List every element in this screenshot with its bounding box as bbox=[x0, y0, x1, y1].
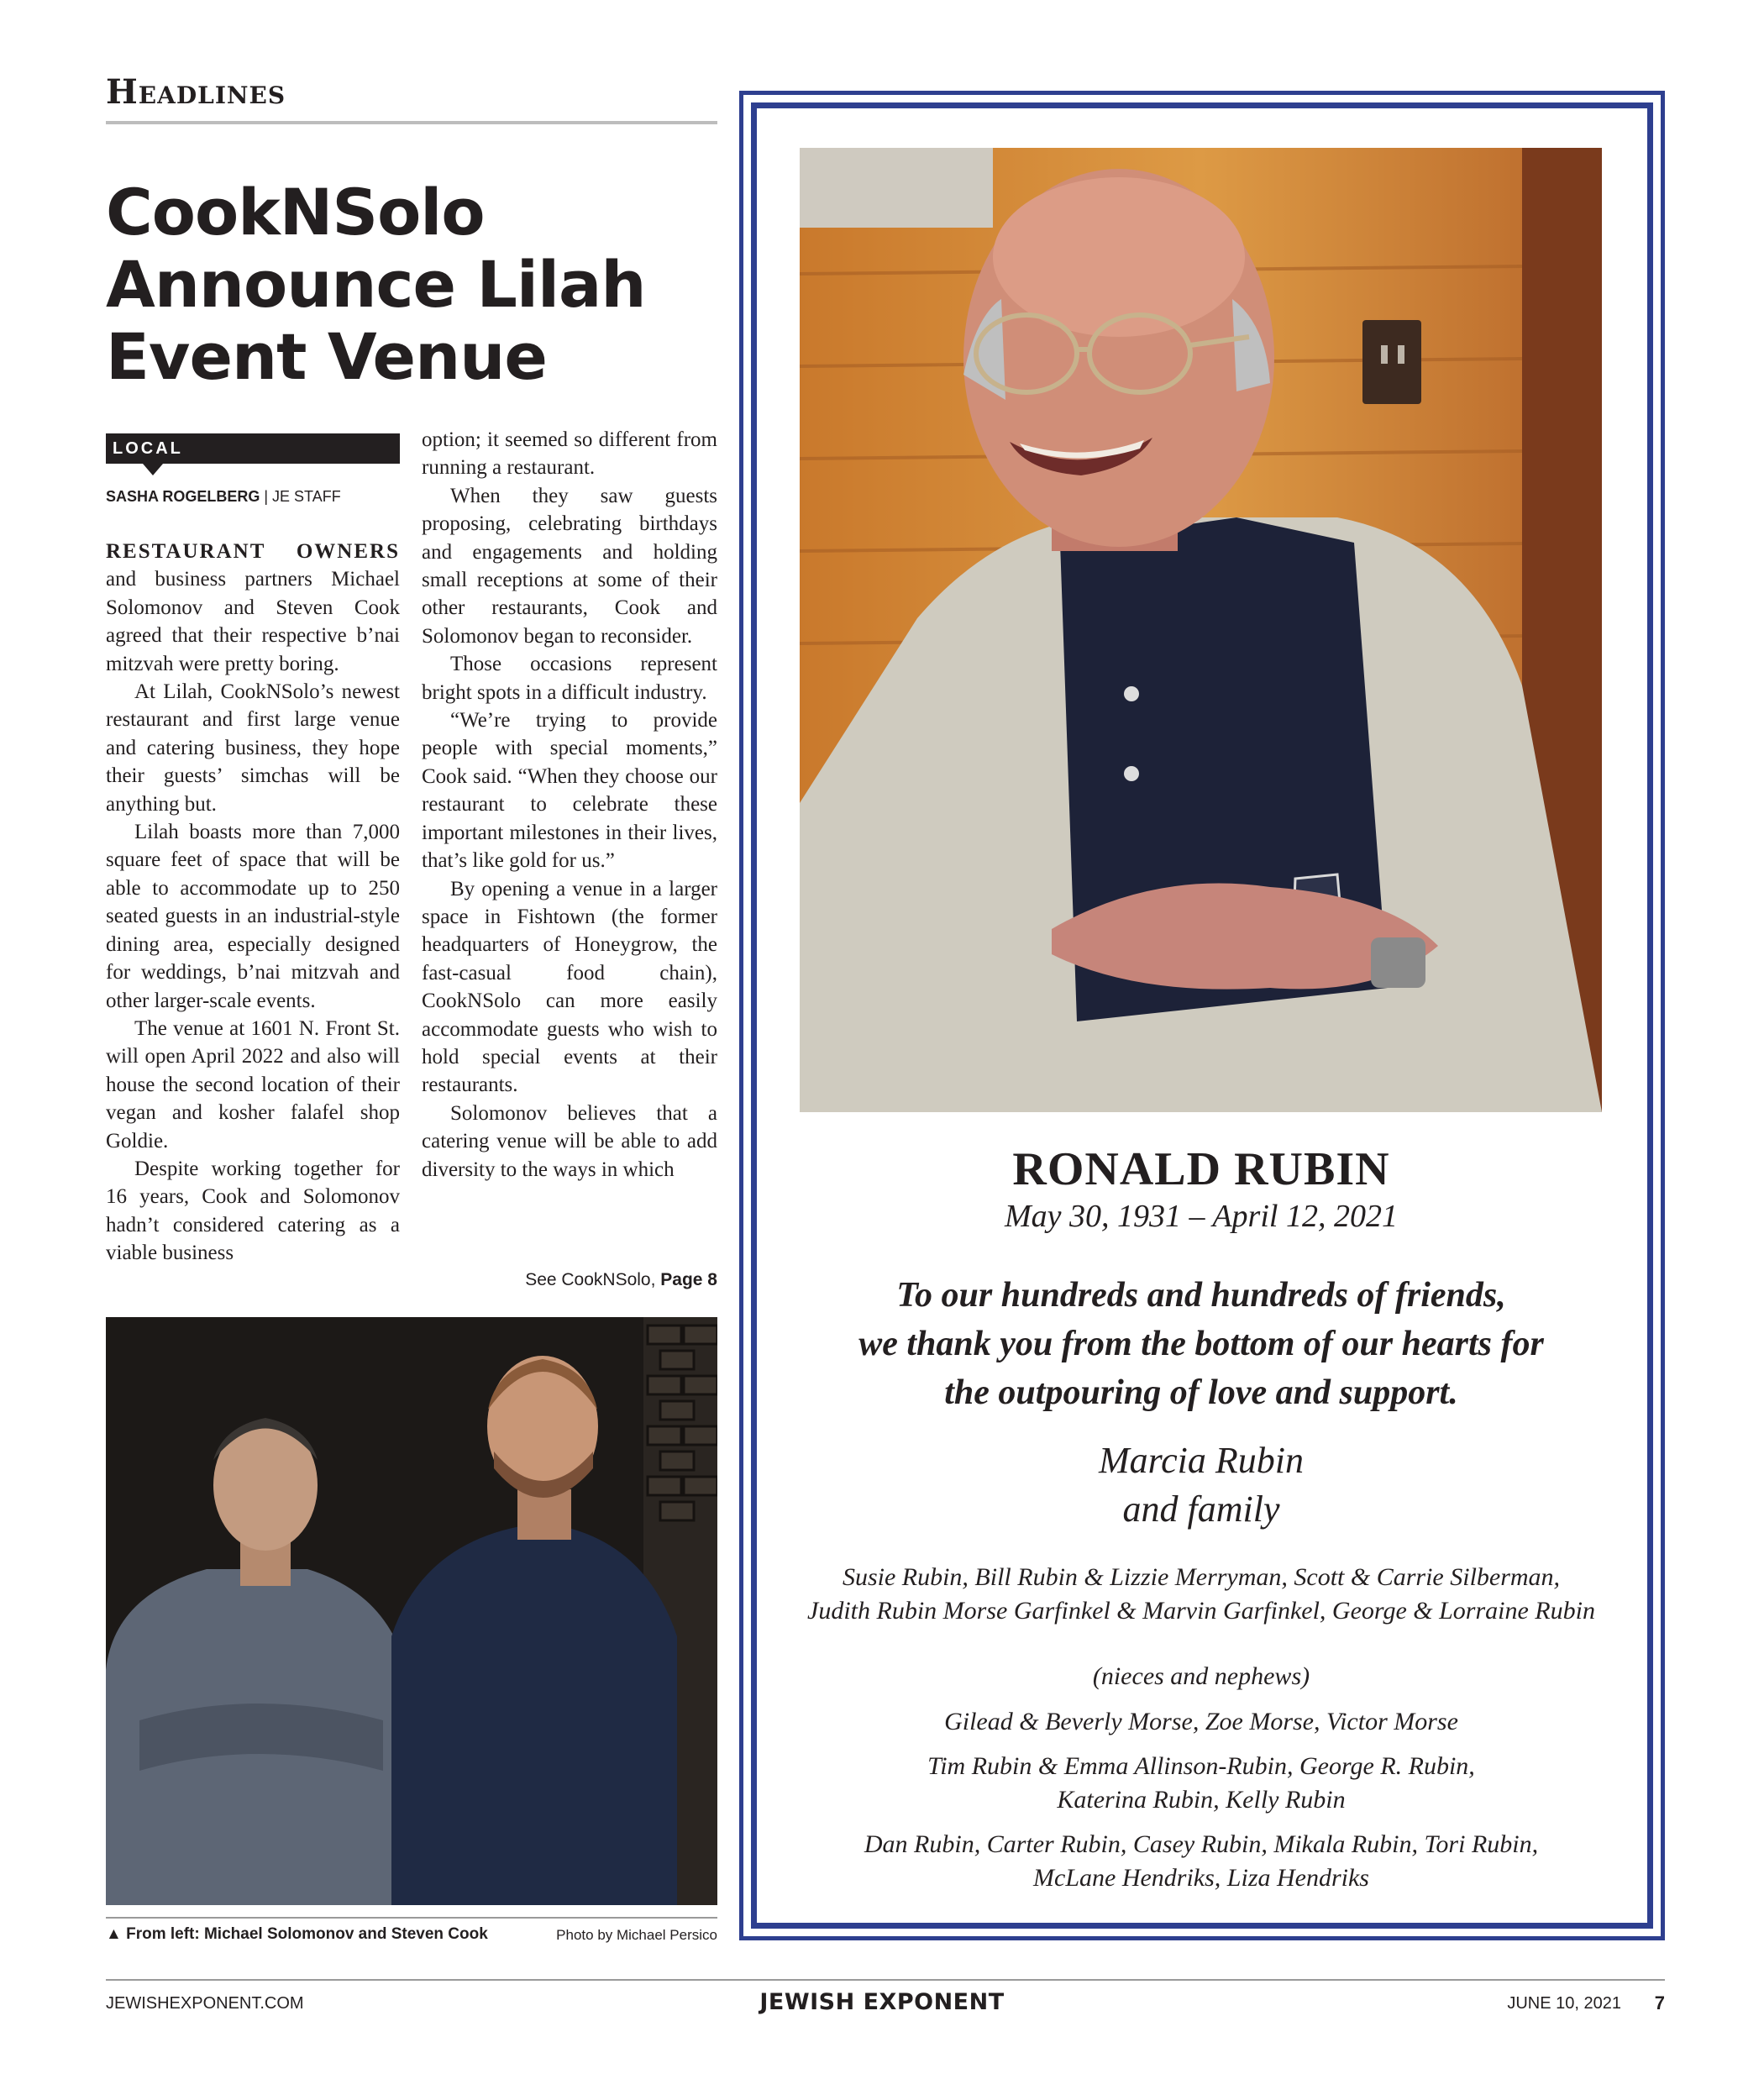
footer-publication: JEWISH EXPONENT bbox=[759, 1989, 1005, 2015]
memorial-signature: Marcia Rubin and family bbox=[1099, 1440, 1304, 1530]
article-paragraph: By opening a venue in a larger space in Fishtown (the former headquarters of Honeygrow, the fast-casual food chain), CookNSolo can more easily accommodate guests who wish to hold special events at their restaurants. bbox=[422, 877, 717, 1097]
byline bbox=[106, 488, 341, 506]
section-label: Headlines bbox=[106, 72, 286, 112]
nieces-nephews-group: Tim Rubin & Emma Allinson-Rubin, George R. Rubin, Katerina Rubin, Kelly Rubin bbox=[927, 1752, 1475, 1814]
article-paragraph: The venue at 1601 N. Front St. will open April 2022 and also will house the second location of their vegan and kosher falafel shop Goldie. bbox=[106, 1016, 400, 1152]
article-paragraph: Despite working together for 16 years, Cook and Solomonov hadn’t considered catering as a viable business bbox=[106, 1157, 400, 1265]
memorial-dates: May 30, 1931 – April 12, 2021 bbox=[1005, 1199, 1398, 1234]
memorial-thanks: To our hundreds and hundreds of friends, we thank you from the bottom of our hearts for the outpouring of love and support. bbox=[858, 1276, 1544, 1412]
category-tag-pointer bbox=[143, 464, 163, 475]
section-divider bbox=[106, 121, 717, 124]
article-column-left bbox=[106, 538, 400, 1268]
nieces-nephews-group: Gilead & Beverly Morse, Zoe Morse, Victor Morse bbox=[944, 1708, 1458, 1735]
chefs-photo-illustration bbox=[106, 1317, 717, 1905]
footer-date: JUNE 10, 2021 bbox=[1507, 1994, 1621, 2013]
photo-caption: ▲ From left: Michael Solomonov and Steven Cook bbox=[106, 1925, 488, 1943]
nieces-nephews-label: (nieces and nephews) bbox=[1092, 1662, 1310, 1690]
memorial-portrait bbox=[800, 148, 1602, 1112]
memorial-portrait-illustration bbox=[800, 148, 1602, 1112]
continued-link[interactable]: See CookNSolo, Page 8 bbox=[525, 1270, 717, 1289]
article-paragraph: At Lilah, CookNSolo’s newest restaurant and first large venue and catering business, they hope their guests’ simchas will be anything but. bbox=[106, 680, 400, 816]
article-paragraph: When they saw guests proposing, celebrating birthdays and engagements and holding small receptions at some of their other restaurants, Cook and Solomonov began to reconsider. bbox=[422, 484, 717, 648]
article-paragraph: “We’re trying to provide people with special moments,” Cook said. “When they choose our restaurant to celebrate these important milestones in their lives, that’s like gold for us.” bbox=[422, 709, 717, 873]
article-headline: CookNSolo Announce Lilah Event Venue bbox=[106, 175, 646, 394]
memorial-name: RONALD RUBIN bbox=[1012, 1143, 1390, 1195]
lead-in: RESTAURANT OWNERS bbox=[106, 540, 400, 563]
article-paragraph: Those occasions represent bright spots in a difficult industry. bbox=[422, 653, 717, 704]
page-number: 7 bbox=[1654, 1992, 1665, 2013]
caption-divider bbox=[106, 1917, 717, 1919]
article-paragraph: Solomonov believes that a catering venue will be able to add diversity to the ways in which bbox=[422, 1101, 717, 1181]
nieces-nephews-group: Dan Rubin, Carter Rubin, Casey Rubin, Mikala Rubin, Tori Rubin, McLane Hendriks, Liza Hendriks bbox=[864, 1830, 1539, 1892]
continued-page: Page 8 bbox=[660, 1270, 717, 1289]
chefs-photo bbox=[106, 1317, 717, 1905]
article-paragraph: Lilah boasts more than 7,000 square feet of space that will be able to accommodate up to 250 seated guests in an industrial-style dining area, especially designed for weddings, b’nai mitzvah and other larger-scale events. bbox=[106, 821, 400, 1012]
footer-website[interactable]: JEWISHEXPONENT.COM bbox=[106, 1994, 304, 2013]
article-paragraph: option; it seemed so different from running a restaurant. bbox=[422, 428, 717, 480]
byline-role: JE STAFF bbox=[272, 488, 341, 505]
byline-separator: | bbox=[260, 488, 273, 505]
article-column-right bbox=[422, 426, 717, 1184]
family-list: Susie Rubin, Bill Rubin & Lizzie Merryman, Scott & Carrie Silberman, Judith Rubin Morse Garfinkel & Marvin Garfinkel, George & Lorraine Rubin bbox=[807, 1563, 1595, 1625]
footer-divider bbox=[106, 1979, 1665, 1981]
article-paragraph: RESTAURANT OWNERS and business partners Michael Solomonov and Steven Cook agreed that their respective b’nai mitzvah were pretty boring. bbox=[106, 540, 400, 675]
category-tag: LOCAL bbox=[106, 433, 400, 464]
byline-author: SASHA ROGELBERG bbox=[106, 488, 260, 505]
photo-credit: Photo by Michael Persico bbox=[556, 1927, 717, 1943]
